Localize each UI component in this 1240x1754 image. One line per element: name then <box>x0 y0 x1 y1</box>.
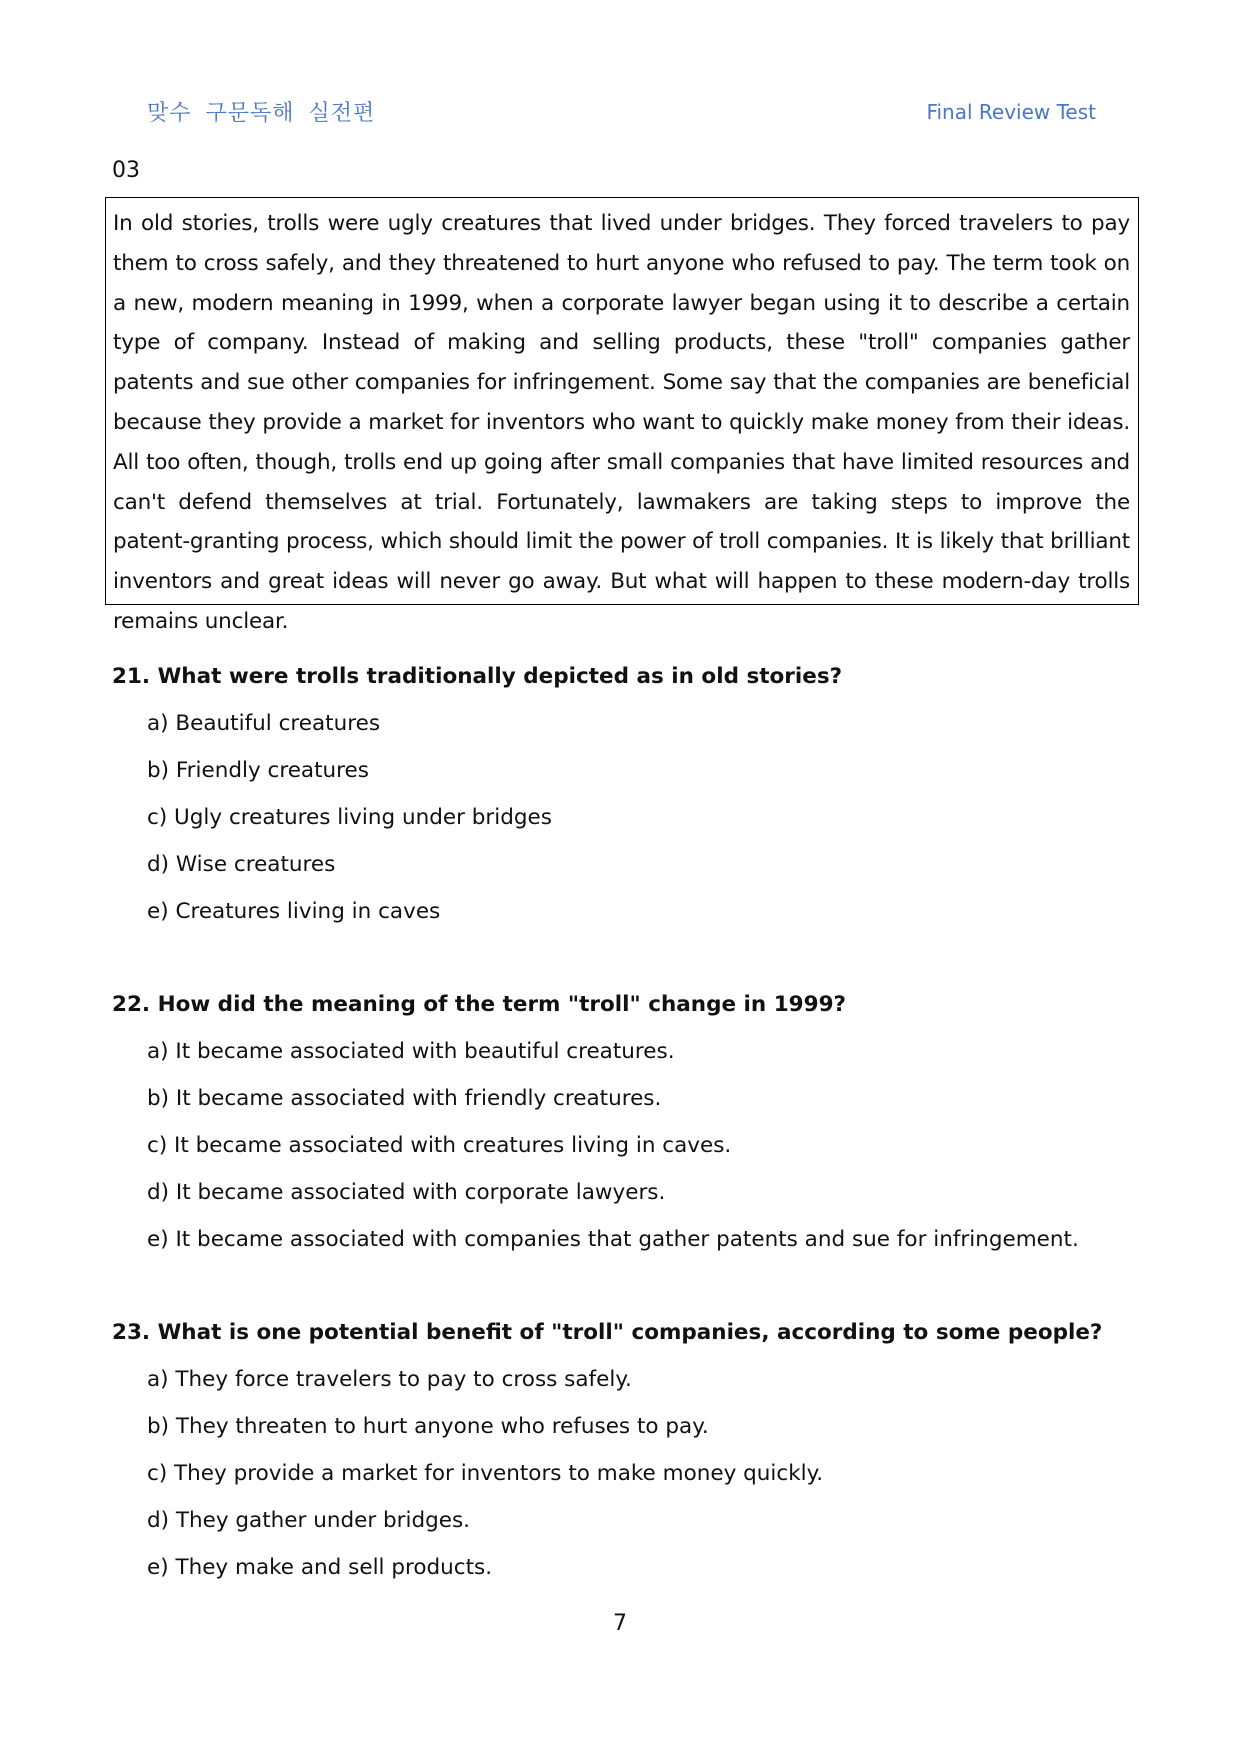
question-23 <box>112 1319 1122 1601</box>
answer-options <box>112 1366 1122 1582</box>
question-title: 22. How did the meaning of the term "troll" change in 1999? <box>112 992 847 1017</box>
option-d: d) They gather under bridges. <box>147 1508 471 1533</box>
option-e: e) They make and sell products. <box>147 1555 493 1580</box>
option-a: a) It became associated with beautiful creatures. <box>147 1039 675 1064</box>
option-a: a) They force travelers to pay to cross safely. <box>147 1367 632 1392</box>
option-b: b) Friendly creatures <box>147 758 369 783</box>
option-d: d) Wise creatures <box>147 852 336 877</box>
question-21 <box>112 663 1122 945</box>
option-e: e) It became associated with companies that gather patents and sue for infringement. <box>147 1227 1079 1252</box>
book-title: 맞수 구문독해 실전편 <box>147 101 376 126</box>
answer-options <box>112 1038 1122 1254</box>
option-b: b) They threaten to hurt anyone who refuses to pay. <box>147 1414 709 1439</box>
section-number: 03 <box>112 158 140 183</box>
passage-text: In old stories, trolls were ugly creatures that lived under bridges. They forced travelers to pay them to cross safely, and they threatened to hurt anyone who refused to pay. The term took on a new, modern meaning in 1999, when a corporate lawyer began using it to describe a certain type of company. Instead of making and selling products, these "troll" companies gather patents and sue other companies for infringement. Some say that the companies are beneficial because they provide a market for inventors who want to quickly make money from their ideas. All too often, though, trolls end up going after small companies that have limited resources and can't defend themselves at trial. Fortunately, lawmakers are taking steps to improve the patent-granting process, which should limit the power of troll companies. It is likely that brilliant inventors and great ideas will never go away. But what will happen to these modern-day trolls remains unclear. <box>113 211 1130 634</box>
option-a: a) Beautiful creatures <box>147 711 381 736</box>
option-e: e) Creatures living in caves <box>147 899 441 924</box>
option-c: c) It became associated with creatures living in caves. <box>147 1133 732 1158</box>
option-d: d) It became associated with corporate lawyers. <box>147 1180 666 1205</box>
answer-options <box>112 710 1122 926</box>
passage-box <box>105 197 1139 634</box>
option-b: b) It became associated with friendly creatures. <box>147 1086 662 1111</box>
question-title: 21. What were trolls traditionally depicted as in old stories? <box>112 664 843 689</box>
option-c: c) Ugly creatures living under bridges <box>147 805 552 830</box>
option-c: c) They provide a market for inventors to make money quickly. <box>147 1461 824 1486</box>
question-title: 23. What is one potential benefit of "troll" companies, according to some people? <box>112 1320 1103 1345</box>
test-name: Final Review Test <box>926 100 1096 124</box>
page-number: 7 <box>613 1611 627 1636</box>
question-22 <box>112 991 1122 1273</box>
